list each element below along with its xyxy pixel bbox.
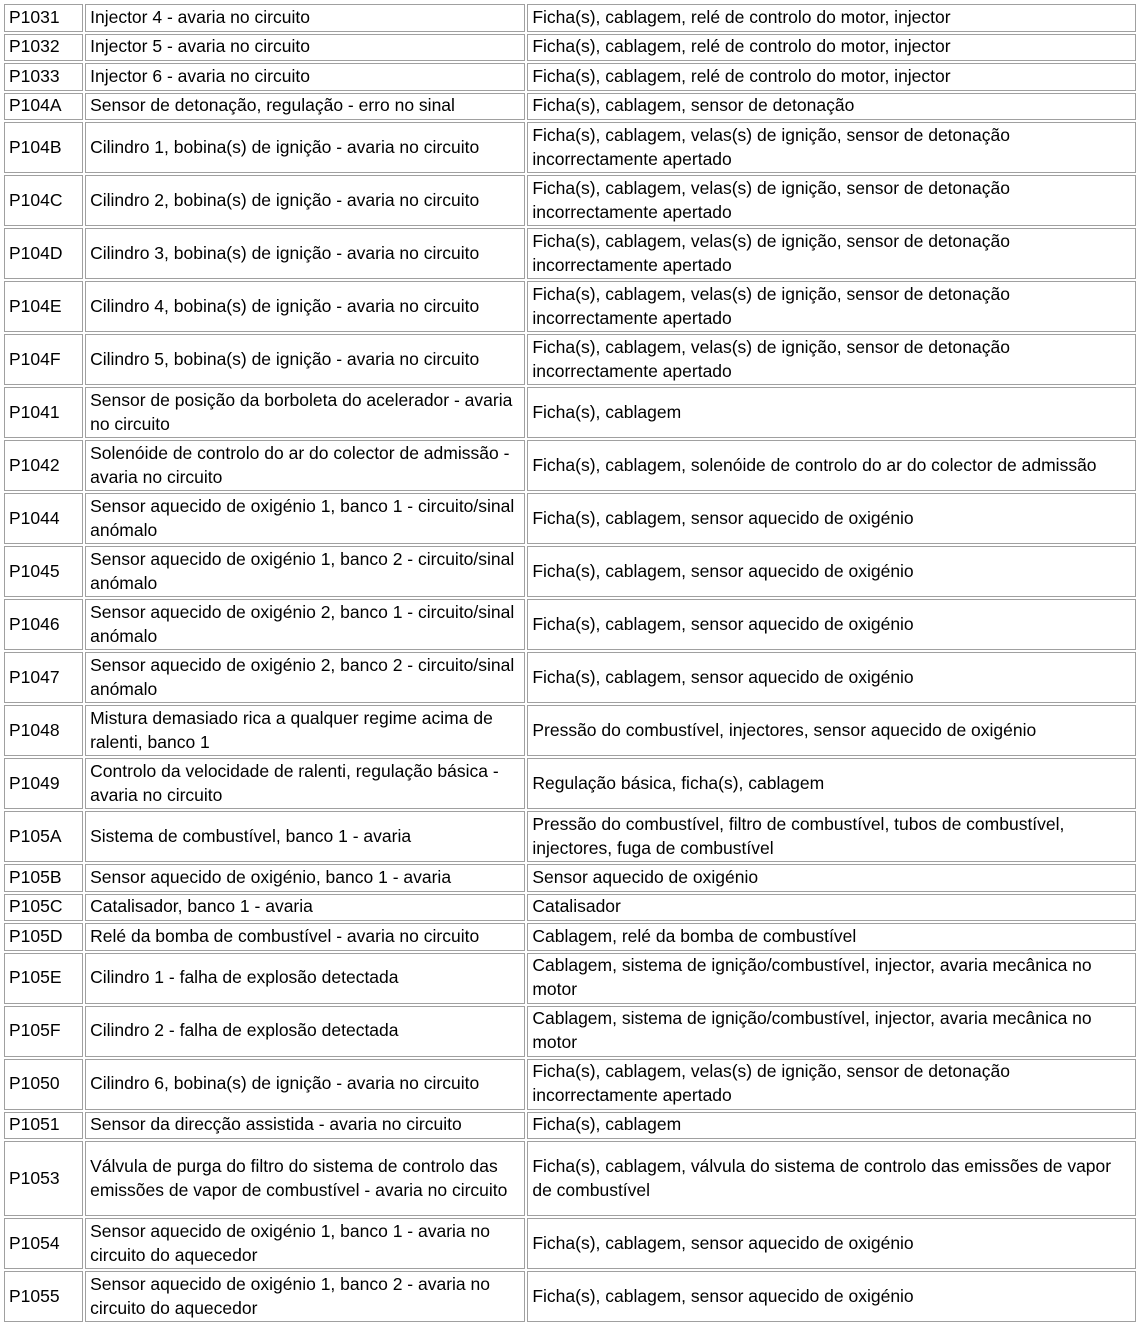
table-row	[4, 4, 1136, 32]
table-row	[4, 705, 1136, 756]
fault-code-cell: P104B	[4, 122, 83, 173]
table-row	[4, 175, 1136, 226]
table-row	[4, 440, 1136, 491]
probable-cause-cell: Regulação básica, ficha(s), cablagem	[527, 758, 1136, 809]
fault-code-cell: P105A	[4, 811, 83, 862]
probable-cause-cell: Ficha(s), cablagem, velas(s) de ignição, sensor de detonação incorrectamente apertado	[527, 1059, 1136, 1110]
fault-code-cell: P105D	[4, 923, 83, 951]
table-row	[4, 894, 1136, 922]
probable-cause-cell: Ficha(s), cablagem, válvula do sistema de controlo das emissões de vapor de combustível	[527, 1141, 1136, 1216]
fault-code-cell: P104D	[4, 228, 83, 279]
fault-description-cell: Sensor aquecido de oxigénio, banco 1 - avaria	[85, 864, 525, 892]
table-row	[4, 758, 1136, 809]
fault-code-cell: P104C	[4, 175, 83, 226]
probable-cause-cell: Cablagem, sistema de ignição/combustível, injector, avaria mecânica no motor	[527, 953, 1136, 1004]
probable-cause-cell: Ficha(s), cablagem, velas(s) de ignição, sensor de detonação incorrectamente apertado	[527, 122, 1136, 173]
probable-cause-cell: Ficha(s), cablagem, relé de controlo do motor, injector	[527, 63, 1136, 91]
probable-cause-cell: Ficha(s), cablagem, velas(s) de ignição, sensor de detonação incorrectamente apertado	[527, 334, 1136, 385]
fault-description-cell: Sensor da direcção assistida - avaria no circuito	[85, 1112, 525, 1140]
fault-code-cell: P1042	[4, 440, 83, 491]
table-row	[4, 63, 1136, 91]
fault-code-cell: P1049	[4, 758, 83, 809]
fault-code-cell: P105F	[4, 1006, 83, 1057]
fault-description-cell: Sensor aquecido de oxigénio 2, banco 1 - circuito/sinal anómalo	[85, 599, 525, 650]
fault-description-cell: Cilindro 1 - falha de explosão detectada	[85, 953, 525, 1004]
table-row	[4, 334, 1136, 385]
table-row	[4, 228, 1136, 279]
table-row	[4, 281, 1136, 332]
table-row	[4, 953, 1136, 1004]
fault-description-cell: Injector 4 - avaria no circuito	[85, 4, 525, 32]
probable-cause-cell: Ficha(s), cablagem, sensor aquecido de oxigénio	[527, 652, 1136, 703]
probable-cause-cell: Catalisador	[527, 894, 1136, 922]
fault-description-cell: Cilindro 4, bobina(s) de ignição - avaria no circuito	[85, 281, 525, 332]
fault-description-cell: Válvula de purga do filtro do sistema de controlo das emissões de vapor de combustível - avaria no circuito	[85, 1141, 525, 1216]
probable-cause-cell: Ficha(s), cablagem	[527, 387, 1136, 438]
fault-description-cell: Sensor aquecido de oxigénio 1, banco 1 - circuito/sinal anómalo	[85, 493, 525, 544]
fault-code-cell: P1055	[4, 1271, 83, 1322]
probable-cause-cell: Ficha(s), cablagem, sensor aquecido de oxigénio	[527, 546, 1136, 597]
fault-description-cell: Sensor aquecido de oxigénio 1, banco 2 - circuito/sinal anómalo	[85, 546, 525, 597]
table-row	[4, 34, 1136, 62]
table-row	[4, 811, 1136, 862]
probable-cause-cell: Ficha(s), cablagem, relé de controlo do motor, injector	[527, 4, 1136, 32]
fault-code-cell: P1048	[4, 705, 83, 756]
fault-code-cell: P104E	[4, 281, 83, 332]
table-row	[4, 1271, 1136, 1322]
fault-description-cell: Sistema de combustível, banco 1 - avaria	[85, 811, 525, 862]
table-row	[4, 923, 1136, 951]
fault-code-cell: P1044	[4, 493, 83, 544]
fault-description-cell: Cilindro 3, bobina(s) de ignição - avaria no circuito	[85, 228, 525, 279]
fault-code-cell: P1032	[4, 34, 83, 62]
table-row	[4, 1112, 1136, 1140]
table-row	[4, 652, 1136, 703]
probable-cause-cell: Cablagem, sistema de ignição/combustível, injector, avaria mecânica no motor	[527, 1006, 1136, 1057]
fault-description-cell: Mistura demasiado rica a qualquer regime acima de ralenti, banco 1	[85, 705, 525, 756]
fault-code-cell: P1047	[4, 652, 83, 703]
probable-cause-cell: Ficha(s), cablagem, sensor aquecido de oxigénio	[527, 493, 1136, 544]
fault-code-cell: P1054	[4, 1218, 83, 1269]
table-row	[4, 493, 1136, 544]
table-row	[4, 387, 1136, 438]
table-row	[4, 122, 1136, 173]
fault-code-cell: P1046	[4, 599, 83, 650]
fault-description-cell: Cilindro 2 - falha de explosão detectada	[85, 1006, 525, 1057]
fault-code-cell: P104A	[4, 93, 83, 121]
fault-description-cell: Sensor aquecido de oxigénio 2, banco 2 - circuito/sinal anómalo	[85, 652, 525, 703]
fault-code-cell: P1031	[4, 4, 83, 32]
probable-cause-cell: Sensor aquecido de oxigénio	[527, 864, 1136, 892]
probable-cause-cell: Pressão do combustível, filtro de combustível, tubos de combustível, injectores, fuga de combustível	[527, 811, 1136, 862]
probable-cause-cell: Ficha(s), cablagem, sensor aquecido de oxigénio	[527, 1218, 1136, 1269]
probable-cause-cell: Pressão do combustível, injectores, sensor aquecido de oxigénio	[527, 705, 1136, 756]
fault-code-cell: P1051	[4, 1112, 83, 1140]
probable-cause-cell: Ficha(s), cablagem, sensor aquecido de oxigénio	[527, 1271, 1136, 1322]
probable-cause-cell: Ficha(s), cablagem, sensor de detonação	[527, 93, 1136, 121]
fault-description-cell: Controlo da velocidade de ralenti, regulação básica - avaria no circuito	[85, 758, 525, 809]
probable-cause-cell: Ficha(s), cablagem, relé de controlo do motor, injector	[527, 34, 1136, 62]
probable-cause-cell: Ficha(s), cablagem, velas(s) de ignição, sensor de detonação incorrectamente apertado	[527, 281, 1136, 332]
fault-code-cell: P1033	[4, 63, 83, 91]
table-row	[4, 93, 1136, 121]
fault-code-cell: P104F	[4, 334, 83, 385]
fault-description-cell: Cilindro 5, bobina(s) de ignição - avaria no circuito	[85, 334, 525, 385]
table-row	[4, 599, 1136, 650]
fault-code-cell: P105B	[4, 864, 83, 892]
fault-code-cell: P1045	[4, 546, 83, 597]
fault-description-cell: Sensor aquecido de oxigénio 1, banco 1 - avaria no circuito do aquecedor	[85, 1218, 525, 1269]
probable-cause-cell: Ficha(s), cablagem, sensor aquecido de oxigénio	[527, 599, 1136, 650]
fault-code-cell: P1053	[4, 1141, 83, 1216]
fault-code-cell: P1050	[4, 1059, 83, 1110]
table-row	[4, 1059, 1136, 1110]
probable-cause-cell: Ficha(s), cablagem, solenóide de controlo do ar do colector de admissão	[527, 440, 1136, 491]
table-row	[4, 1006, 1136, 1057]
fault-description-cell: Injector 5 - avaria no circuito	[85, 34, 525, 62]
probable-cause-cell: Ficha(s), cablagem, velas(s) de ignição, sensor de detonação incorrectamente apertado	[527, 175, 1136, 226]
fault-code-table-body	[4, 4, 1136, 1322]
table-row	[4, 546, 1136, 597]
fault-code-cell: P105E	[4, 953, 83, 1004]
probable-cause-cell: Ficha(s), cablagem	[527, 1112, 1136, 1140]
fault-description-cell: Sensor de posição da borboleta do acelerador - avaria no circuito	[85, 387, 525, 438]
fault-code-cell: P1041	[4, 387, 83, 438]
fault-description-cell: Injector 6 - avaria no circuito	[85, 63, 525, 91]
fault-description-cell: Sensor aquecido de oxigénio 1, banco 2 - avaria no circuito do aquecedor	[85, 1271, 525, 1322]
fault-description-cell: Relé da bomba de combustível - avaria no circuito	[85, 923, 525, 951]
fault-description-cell: Catalisador, banco 1 - avaria	[85, 894, 525, 922]
fault-code-table	[2, 2, 1138, 1324]
fault-description-cell: Sensor de detonação, regulação - erro no sinal	[85, 93, 525, 121]
probable-cause-cell: Ficha(s), cablagem, velas(s) de ignição, sensor de detonação incorrectamente apertado	[527, 228, 1136, 279]
probable-cause-cell: Cablagem, relé da bomba de combustível	[527, 923, 1136, 951]
fault-code-cell: P105C	[4, 894, 83, 922]
table-row	[4, 1141, 1136, 1216]
table-row	[4, 864, 1136, 892]
fault-description-cell: Cilindro 1, bobina(s) de ignição - avaria no circuito	[85, 122, 525, 173]
fault-description-cell: Solenóide de controlo do ar do colector de admissão - avaria no circuito	[85, 440, 525, 491]
fault-description-cell: Cilindro 6, bobina(s) de ignição - avaria no circuito	[85, 1059, 525, 1110]
fault-description-cell: Cilindro 2, bobina(s) de ignição - avaria no circuito	[85, 175, 525, 226]
table-row	[4, 1218, 1136, 1269]
